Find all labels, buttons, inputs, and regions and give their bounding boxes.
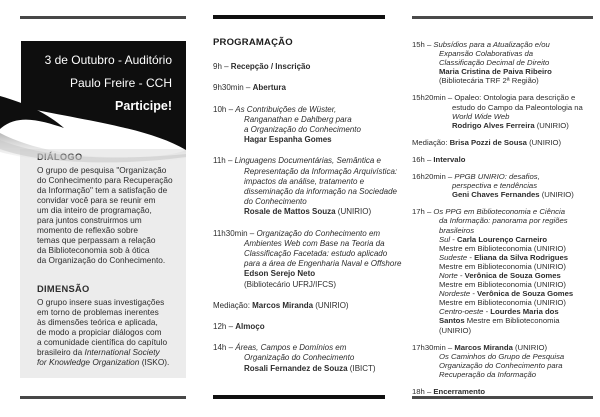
entry-label: Mediação:	[412, 137, 450, 147]
entry-time: 18h –	[412, 387, 434, 396]
text-segment: -	[450, 234, 457, 244]
program-entry-14h	[213, 343, 409, 374]
text-segment: Expansão Colaborativas da	[439, 49, 534, 59]
text-segment: da Informação" tem a satisfação de	[37, 185, 168, 195]
text-segment: Marcos Miranda	[454, 342, 513, 352]
text-segment: Maria Cristina de Paiva Ribeiro	[439, 67, 552, 77]
dimensao-section	[37, 284, 178, 367]
text-segment: Organização do Conhecimento	[244, 353, 355, 363]
text-segment: Rodrigo Alves Ferreira	[452, 120, 535, 130]
text-segment: PPGB UNIRIO: desafios,	[454, 172, 540, 182]
program-entry-18h	[412, 387, 598, 396]
text-segment: Organização do Conhecimento em	[256, 228, 381, 238]
text-segment: Rosali Fernandez de Souza	[244, 363, 348, 373]
entry-time: 15h –	[412, 40, 434, 49]
entry-time: 10h –	[213, 104, 236, 114]
entry-time: 11h –	[213, 156, 235, 166]
dimensao-body	[37, 297, 178, 367]
text-segment: Os PPG em Biblioteconomia e Ciência	[433, 207, 565, 217]
text-segment: Representação da Informação Arquivística:	[244, 166, 398, 176]
text-segment: (UNIRIO)	[534, 120, 569, 130]
text-segment: (UNIRIO)	[335, 207, 372, 217]
text-segment: (ISKO).	[139, 357, 170, 367]
program-entry-16h	[412, 155, 598, 164]
text-segment: brasileiro da	[37, 347, 85, 357]
text-segment: perspectiva e tendências	[452, 181, 538, 191]
info-panel	[20, 149, 186, 378]
program-entry-17h30min	[412, 343, 598, 379]
dimensao-title: DIMENSÃO	[37, 284, 90, 294]
text-segment: (Bibliotecária TRF 2ª Região)	[439, 76, 539, 86]
text-segment: Nordeste	[439, 289, 471, 299]
text-segment: Mestre em Biblioteconomia	[464, 316, 560, 326]
text-segment: de modo a propiciar diálogos com	[37, 327, 162, 337]
text-segment: Linguagens Documentárias, Semântica e	[234, 156, 381, 166]
text-segment: Os Caminhos do Grupo de Pesquisa	[439, 351, 565, 361]
text-segment: Edson Serejo Neto	[244, 269, 316, 279]
entry-time: 12h –	[213, 322, 236, 332]
bottom-rule-middle-panel	[213, 395, 385, 399]
text-segment: As Contribuições de Wüster,	[235, 104, 337, 114]
text-segment: Ambientes Web com Base na Teoria da	[244, 238, 385, 248]
text-segment: for Knowledge Organization	[37, 357, 140, 367]
banner-line-1: 3 de Outubro - Auditório	[44, 53, 172, 67]
text-segment: Ranganathan e Dahlberg para	[244, 114, 352, 124]
text-segment: Carla Lourenço Carneiro	[456, 234, 548, 244]
text-segment: Verônica de Souza Gomes	[477, 289, 574, 299]
text-segment: Áreas, Campos e Domínios em	[235, 343, 347, 353]
mediation-row	[213, 301, 409, 311]
program-entry-12h	[213, 322, 409, 332]
top-rule-right-panel	[412, 16, 593, 19]
program-entries-afternoon	[412, 40, 598, 396]
program-entry-10h	[213, 105, 409, 146]
text-segment: Classificação Facetada: estudo aplicado	[244, 249, 388, 259]
text-segment: Verônica de Souza Gomes	[464, 270, 561, 280]
text-segment: brasileiros	[439, 225, 475, 235]
program-entry-15h	[412, 40, 598, 85]
text-segment: temas que perpassam a relação	[37, 235, 156, 245]
mediation-row	[412, 138, 598, 147]
text-segment: (UNIRIO)	[439, 325, 472, 335]
text-segment: O grupo insere suas investigações	[37, 297, 165, 307]
text-segment: Abertura	[252, 83, 286, 93]
program-entry-15h20min	[412, 93, 598, 129]
program-entry-17h	[412, 207, 598, 334]
entry-time: 15h20min –	[412, 93, 455, 103]
text-segment: Hagar Espanha Gomes	[244, 135, 332, 145]
program-column-morning	[213, 38, 409, 385]
text-segment: Geni Chaves Fernandes	[452, 190, 540, 200]
text-segment: (IBICT)	[347, 363, 376, 373]
text-segment: -	[483, 307, 491, 317]
text-segment: às dimensões teórica e aplicada,	[37, 317, 158, 327]
text-segment: (UNIRIO)	[313, 300, 349, 310]
text-segment: momento de reflexão sobre	[37, 225, 139, 235]
text-segment: Recepção / Inscrição	[230, 62, 311, 72]
text-segment: Intervalo	[433, 154, 466, 164]
text-segment: um dia inteiro de programação,	[37, 205, 152, 215]
text-segment: -	[470, 289, 478, 299]
dialogo-body	[37, 165, 178, 265]
text-segment: Encerramento	[433, 387, 486, 396]
text-segment: Centro-oeste	[439, 307, 484, 317]
top-rule-middle-panel	[213, 15, 385, 19]
event-banner	[21, 49, 172, 118]
text-segment: Sul	[439, 234, 451, 244]
text-segment: impactos da análise, tratamento e	[244, 176, 365, 186]
program-entry-16h20min	[412, 172, 598, 199]
text-segment: Marcos Miranda	[252, 300, 314, 310]
text-segment: do Conhecimento	[244, 197, 307, 207]
program-entry-9h	[213, 62, 409, 72]
text-segment: da Biblioteconomia sob à ótica	[37, 245, 150, 255]
banner-line-2: Paulo Freire - CCH	[69, 76, 172, 90]
text-segment: Almoço	[235, 322, 265, 332]
text-segment: a Organização do Conhecimento	[244, 125, 361, 135]
text-segment: em torno de problemas inerentes	[37, 307, 159, 317]
text-segment: -	[467, 252, 475, 262]
entry-time: 16h –	[412, 154, 434, 164]
text-segment: (Bibliotecário UFRJ/IFCS)	[244, 279, 337, 289]
text-segment: World Wide Web	[452, 111, 510, 121]
text-segment: International Society	[84, 347, 160, 357]
text-segment: Mestre em Biblioteconomia (UNIRIO)	[439, 280, 566, 290]
text-segment: estudo do Campo da Paleontologia na	[452, 102, 583, 112]
text-segment: (UNIRIO)	[539, 190, 574, 200]
text-segment: da Informação: panorama por regiões	[439, 216, 568, 226]
text-segment: Lourdes Maria dos	[490, 307, 559, 317]
text-segment: da Organização do Conhecimento.	[37, 255, 166, 265]
text-segment: Mestre em Biblioteconomia (UNIRIO)	[439, 243, 566, 253]
program-entries-morning	[213, 62, 409, 374]
text-segment: Eliana da Silva Rodrigues	[474, 252, 569, 262]
text-segment: Brisa Pozzi de Sousa	[449, 137, 527, 147]
entry-time: 17h –	[412, 207, 434, 217]
text-segment: disseminação da informação na Sociedade	[244, 187, 397, 197]
text-segment: para juntos construirmos um	[37, 215, 142, 225]
entry-time: 9h –	[213, 62, 231, 72]
entry-time: 17h30min –	[412, 342, 455, 352]
text-segment: Organização do Conhecimento para	[439, 360, 563, 370]
text-segment: Subsídios para a Atualização e/ou	[433, 40, 550, 49]
program-entry-11h30min	[213, 229, 409, 290]
text-segment: para a área de Engenharia Naval e Offshore	[244, 259, 402, 269]
text-segment: Norte	[439, 270, 458, 280]
text-segment: Santos	[439, 316, 465, 326]
entry-time: 9h30min –	[213, 83, 253, 93]
program-title: PROGRAMAÇÃO	[213, 37, 293, 48]
text-segment: Classificação Decimal de Direito	[439, 58, 550, 68]
text-segment: Opaleo: Ontologia para descrição e	[454, 93, 576, 103]
text-segment: a comunidade científica do capítulo	[37, 337, 168, 347]
bottom-rule-left-panel	[20, 396, 186, 399]
program-column-afternoon	[412, 40, 598, 404]
text-segment: Mestre em Biblioteconomia (UNIRIO)	[439, 261, 566, 271]
entry-time: 14h –	[213, 343, 236, 353]
entry-label: Mediação:	[213, 300, 253, 310]
text-segment: (UNIRIO)	[526, 137, 562, 147]
text-segment: Rosale de Mattos Souza	[244, 207, 336, 217]
text-segment: Recuperação da Informação	[439, 369, 537, 379]
text-segment: Mestre em Biblioteconomia (UNIRIO)	[439, 298, 566, 308]
program-entry-11h	[213, 156, 409, 217]
text-segment: (UNIRIO)	[512, 342, 548, 352]
entry-time: 16h20min –	[412, 172, 455, 182]
banner-line-3: Participe!	[115, 99, 172, 113]
program-entry-9h30min	[213, 83, 409, 93]
text-segment: O grupo de pesquisa "Organização	[37, 165, 167, 175]
text-segment: -	[457, 270, 465, 280]
text-segment: do Conhecimento para Recuperação	[37, 175, 173, 185]
entry-time: 11h30min –	[213, 228, 257, 238]
text-segment: convidar você para se reunir em	[37, 195, 156, 205]
text-segment: Sudeste	[439, 252, 468, 262]
